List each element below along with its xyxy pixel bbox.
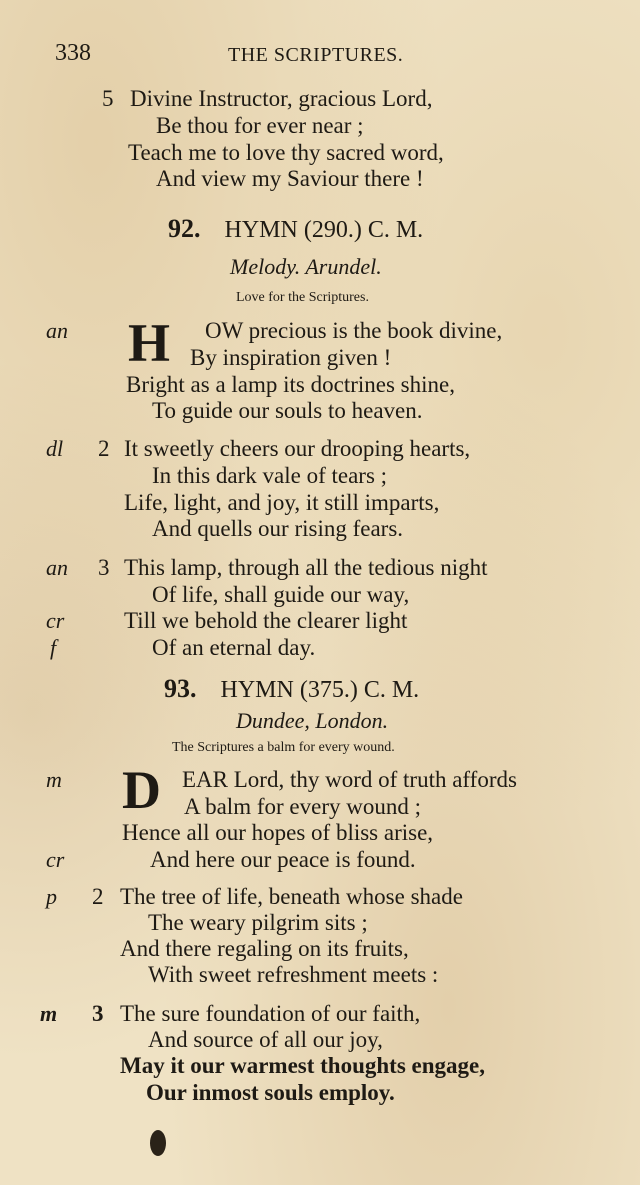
dynamic-mark: an: [46, 555, 68, 580]
verse-line: And here our peace is found.: [150, 847, 416, 872]
dynamic-mark: dl: [46, 436, 64, 461]
printer-ornament: [150, 1130, 166, 1156]
verse-line: A balm for every wound ;: [184, 794, 421, 819]
verse-line: This lamp, through all the tedious night: [124, 555, 488, 580]
verse-line: Bright as a lamp its doctrines shine,: [126, 372, 455, 397]
verse-line: Divine Instructor, gracious Lord,: [130, 86, 433, 111]
verse-line: And view my Saviour there !: [156, 166, 424, 191]
verse-line: And source of all our joy,: [148, 1027, 383, 1052]
verse-line: Be thou for ever near ;: [156, 113, 364, 138]
verse-line: OW precious is the book divine,: [205, 318, 503, 343]
stanza-number: 2: [92, 884, 104, 909]
verse-line: By inspiration given !: [190, 345, 392, 370]
hymn-number: 93.: [164, 674, 197, 703]
verse-line: Till we behold the clearer light: [124, 608, 408, 633]
hymn-heading: [164, 674, 419, 704]
verse-line: The weary pilgrim sits ;: [148, 910, 368, 935]
verse-line: It sweetly cheers our drooping hearts,: [124, 436, 471, 461]
stanza-number: 5: [102, 86, 114, 111]
verse-line: In this dark vale of tears ;: [152, 463, 388, 488]
hymn-title: HYMN (375.) C. M.: [220, 677, 420, 703]
tune-name: Melody. Arundel.: [230, 254, 382, 279]
verse-line: And quells our rising fears.: [152, 516, 404, 541]
stanza-number: 3: [92, 1001, 104, 1026]
dynamic-mark: m: [46, 767, 62, 792]
verse-line: Of an eternal day.: [152, 635, 316, 660]
verse-line: And there regaling on its fruits,: [120, 936, 409, 961]
running-head: THE SCRIPTURES.: [228, 44, 404, 66]
hymn-subject: Love for the Scriptures.: [236, 290, 369, 305]
dynamic-mark: f: [50, 635, 57, 660]
verse-line: May it our warmest thoughts engage,: [120, 1053, 485, 1078]
verse-line: Hence all our hopes of bliss arise,: [122, 820, 434, 845]
verse-line: To guide our souls to heaven.: [152, 398, 423, 423]
hymn-heading: [168, 214, 423, 244]
verse-line: Of life, shall guide our way,: [152, 582, 410, 607]
page-number: 338: [55, 40, 91, 66]
dynamic-mark: cr: [46, 847, 65, 872]
verse-line: The tree of life, beneath whose shade: [120, 884, 463, 909]
verse-line: With sweet refreshment meets :: [148, 962, 439, 987]
verse-line: EAR Lord, thy word of truth affords: [182, 767, 517, 792]
tune-name: Dundee, London.: [236, 708, 389, 733]
dynamic-mark: p: [46, 884, 57, 909]
verse-line: The sure foundation of our faith,: [120, 1001, 421, 1026]
hymn-subject: The Scriptures a balm for every wound.: [172, 740, 395, 755]
dynamic-mark: m: [40, 1001, 58, 1026]
hymn-number: 92.: [168, 214, 201, 243]
verse-line: Life, light, and joy, it still imparts,: [124, 490, 440, 515]
hymn-title: HYMN (290.) C. M.: [224, 217, 424, 243]
dynamic-mark: cr: [46, 608, 65, 633]
verse-line: Our inmost souls employ.: [146, 1080, 395, 1105]
stanza-number: 2: [98, 436, 110, 461]
drop-cap: D: [122, 760, 161, 820]
stanza-number: 3: [98, 555, 110, 580]
verse-line: Teach me to love thy sacred word,: [128, 140, 444, 165]
drop-cap: H: [128, 313, 171, 373]
dynamic-mark: an: [46, 318, 68, 343]
